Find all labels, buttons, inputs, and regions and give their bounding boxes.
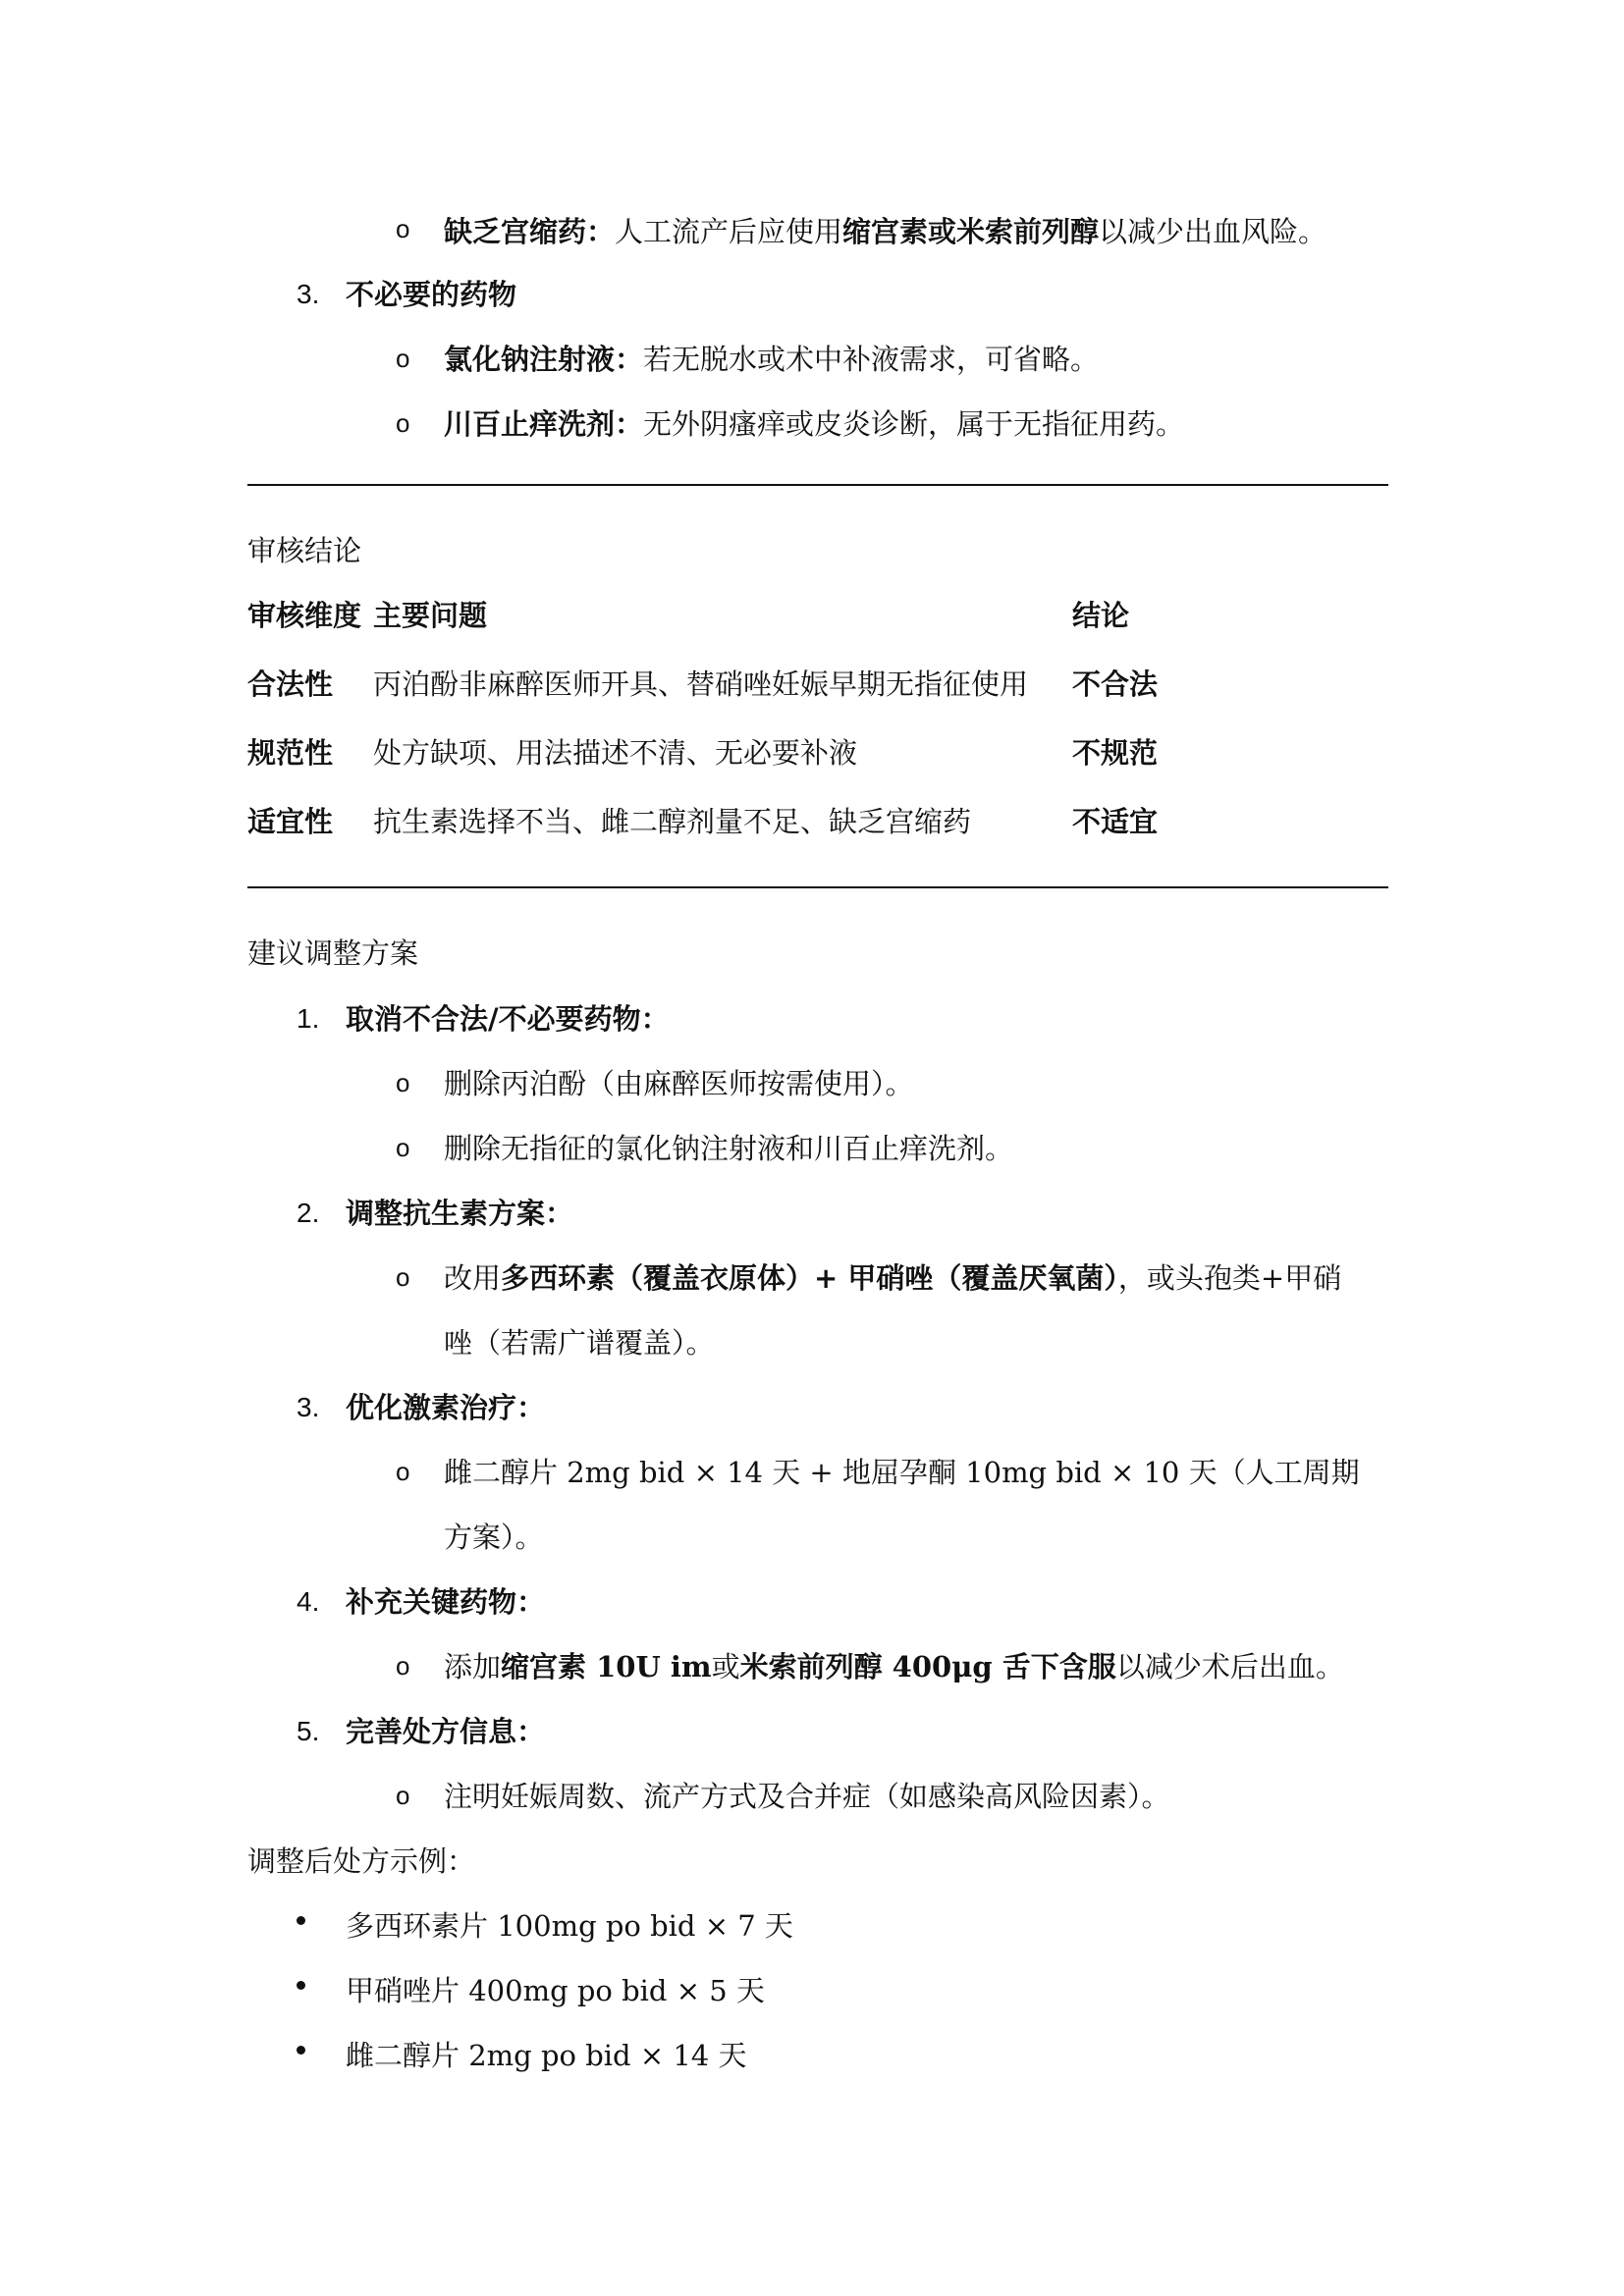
item-lead: 氯化钠注射液： (444, 343, 644, 376)
table-cell-result: 不适宜 (1072, 805, 1159, 838)
section-title: 调整抗生素方案： (346, 1197, 574, 1230)
item-text: 添加 (444, 1650, 502, 1683)
section-title: 取消不合法/不必要药物： (346, 1002, 670, 1036)
list-marker: o (396, 344, 410, 373)
item-lead: 川百止痒洗剂： (444, 407, 644, 441)
bullet (297, 2046, 305, 2055)
section-heading: 建议调整方案 (247, 936, 419, 970)
section-number: 4. (297, 1586, 320, 1617)
divider (247, 484, 1388, 486)
table-cell-dimension: 合法性 (247, 667, 334, 701)
section-title: 优化激素治疗： (346, 1391, 546, 1424)
table-cell-result: 不规范 (1072, 736, 1159, 770)
list-marker: o (396, 1133, 410, 1162)
item-text: ，或头孢类+甲硝 (1117, 1261, 1342, 1295)
list-marker: o (396, 1262, 410, 1292)
item-text: 以减少术后出血。 (1115, 1650, 1344, 1683)
list-item: 删除无指征的氯化钠注射液和川百止痒洗剂。 (444, 1132, 1014, 1165)
list-marker: o (396, 1068, 410, 1097)
section-number: 1. (297, 1003, 320, 1034)
item-bold: 米索前列醇 400μg 舌下含服 (739, 1650, 1116, 1683)
list-item (444, 212, 1326, 251)
list-item: 删除丙泊酚（由麻醉医师按需使用）。 (444, 1067, 914, 1100)
table-header-issue: 主要问题 (373, 599, 488, 632)
item-text: 人工流产后应使用 (615, 215, 843, 248)
section-title: 完善处方信息： (346, 1715, 546, 1748)
list-marker: o (396, 1457, 410, 1486)
table-header-result: 结论 (1072, 599, 1130, 632)
table-cell-issue: 抗生素选择不当、雌二醇剂量不足、缺乏宫缩药 (373, 805, 972, 838)
table-cell-dimension: 适宜性 (247, 805, 334, 838)
list-marker: o (396, 408, 410, 438)
item-text: 改用 (444, 1261, 502, 1295)
item-text: 无外阴瘙痒或皮炎诊断，属于无指征用药。 (643, 407, 1185, 441)
list-item (444, 340, 1099, 379)
section-number: 5. (297, 1716, 320, 1746)
list-item: 多西环素片 100mg po bid × 7 天 (346, 1909, 793, 1943)
section-heading: 审核结论 (247, 534, 362, 567)
list-marker: o (396, 1781, 410, 1810)
table-cell-result: 不合法 (1072, 667, 1159, 701)
list-marker: o (396, 214, 410, 243)
section-heading: 调整后处方示例： (247, 1844, 476, 1878)
item-lead: 缺乏宫缩药： (444, 215, 616, 248)
list-item: 雌二醇片 2mg po bid × 14 天 (346, 2039, 747, 2072)
item-bold: 缩宫素或米索前列醇 (842, 215, 1100, 248)
bullet (297, 1981, 305, 1990)
section-title: 补充关键药物： (346, 1585, 546, 1619)
list-item: 甲硝唑片 400mg po bid × 5 天 (346, 1974, 765, 2007)
table-cell-issue: 处方缺项、用法描述不清、无必要补液 (373, 736, 858, 770)
table-header-dimension: 审核维度 (247, 599, 362, 632)
list-item-continuation: 方案）。 (444, 1521, 544, 1554)
table-cell-dimension: 规范性 (247, 736, 334, 770)
divider (247, 886, 1388, 888)
item-bold: 缩宫素 10U im (501, 1650, 712, 1683)
list-item (444, 1647, 1344, 1686)
item-text: 以减少出血风险。 (1099, 215, 1327, 248)
section-number: 3. (297, 1392, 320, 1422)
list-marker: o (396, 1651, 410, 1681)
section-number: 2. (297, 1198, 320, 1228)
item-bold: 多西环素（覆盖衣原体）+ 甲硝唑（覆盖厌氧菌） (501, 1261, 1118, 1295)
list-item (444, 404, 1184, 444)
list-item-continuation: 唑（若需广谱覆盖）。 (444, 1326, 715, 1360)
list-item (444, 1258, 1341, 1298)
bullet (297, 1916, 305, 1925)
section-number: 3. (297, 279, 320, 309)
list-item: 注明妊娠周数、流产方式及合并症（如感染高风险因素）。 (444, 1780, 1170, 1813)
item-text: 若无脱水或术中补液需求，可省略。 (643, 343, 1100, 376)
section-title: 不必要的药物 (346, 278, 517, 311)
item-text: 或 (711, 1650, 740, 1683)
table-cell-issue: 丙泊酚非麻醉医师开具、替硝唑妊娠早期无指征使用 (373, 667, 1029, 701)
list-item: 雌二醇片 2mg bid × 14 天 + 地屈孕酮 10mg bid × 10 天（人工周期 (444, 1456, 1360, 1489)
